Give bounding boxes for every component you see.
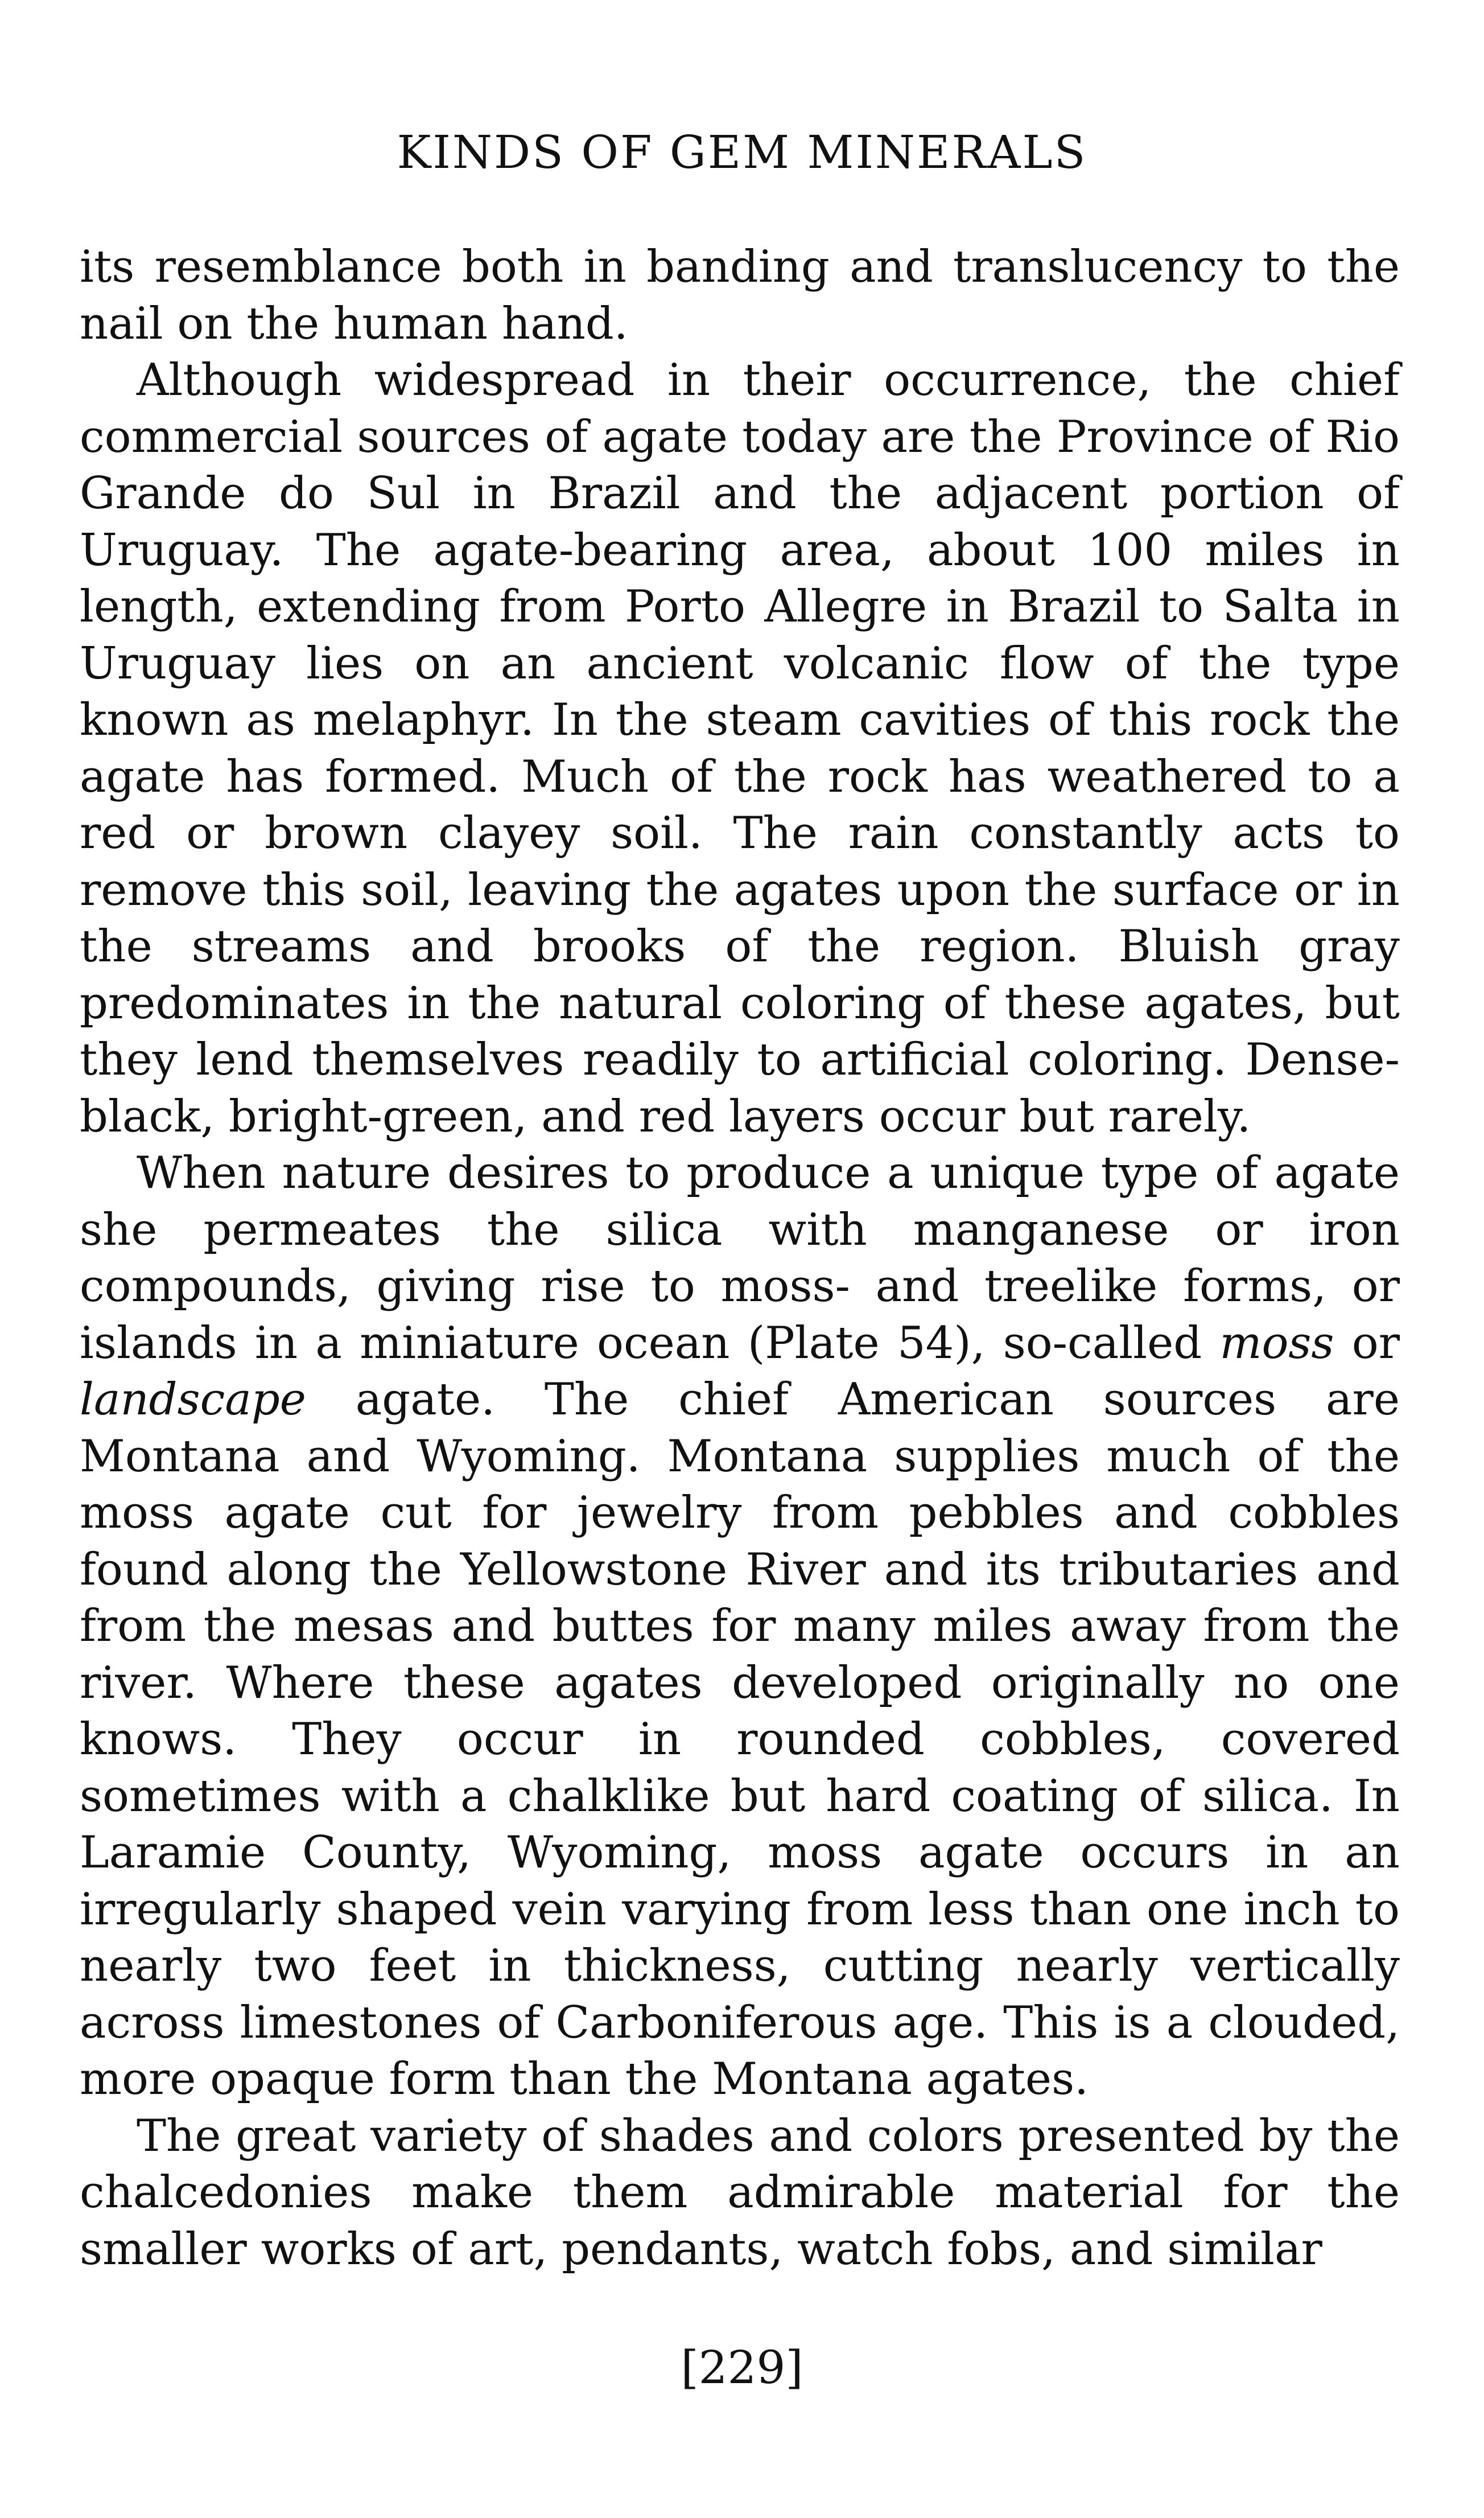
paragraph-4: The great variety of shades and colors presented by the chalcedonies make them admirable material for the smaller works of art, pendants, watch fobs, and similar (80, 2110, 1400, 2275)
paragraph-3-text-before: When nature desires to produce a unique type of agate she permeates the silica with manganese or iron compounds, giving rise to moss- and treelike forms, or islands in a miniature ocean (Plate 54), so-called (80, 1147, 1400, 1369)
paragraph-1: its resemblance both in banding and translucency to the nail on the human hand. (80, 241, 1400, 349)
italic-term-moss: moss (1219, 1317, 1334, 1369)
paragraph-3-text-mid: or (1334, 1317, 1400, 1369)
italic-term-landscape: landscape (80, 1374, 306, 1425)
body-text (80, 239, 1400, 2278)
paragraph-3-text-after: agate. The chief American sources are Montana and Wyoming. Montana supplies much of the moss agate cut for jewelry from pebbles and cobbles found along the Yellowstone River and its tributaries and from the mesas and buttes for many miles away from the river. Where these agates developed originally no one knows. They occur in rounded cobbles, covered sometimes with a chalklike but hard coating of silica. In Laramie County, Wyoming, moss agate occurs in an irregularly shaped vein varying from less than one inch to nearly two feet in thickness, cutting nearly vertically across limestones of Carboniferous age. This is a clouded, more opaque form than the Montana agates. (80, 1374, 1400, 2105)
paragraph-2: Although widespread in their occurrence, the chief commercial sources of agate today are the Province of Rio Grande do Sul in Brazil and the adjacent portion of Uruguay. The agate-bearing area, about 100 miles in length, extending from Porto Allegre in Brazil to Salta in Uruguay lies on an ancient volcanic flow of the type known as melaphyr. In the steam cavities of this rock the agate has formed. Much of the rock has weathered to a red or brown clayey soil. The rain constantly acts to remove this soil, leaving the agates upon the surface or in the streams and brooks of the region. Bluish gray predominates in the natural coloring of these agates, but they lend themselves readily to artificial coloring. Dense-black, bright-green, and red layers occur but rarely. (80, 355, 1400, 1142)
running-head: KINDS OF GEM MINERALS (397, 126, 1087, 179)
paragraph-3 (80, 1145, 1400, 2108)
page-number: [229] (681, 2341, 803, 2394)
